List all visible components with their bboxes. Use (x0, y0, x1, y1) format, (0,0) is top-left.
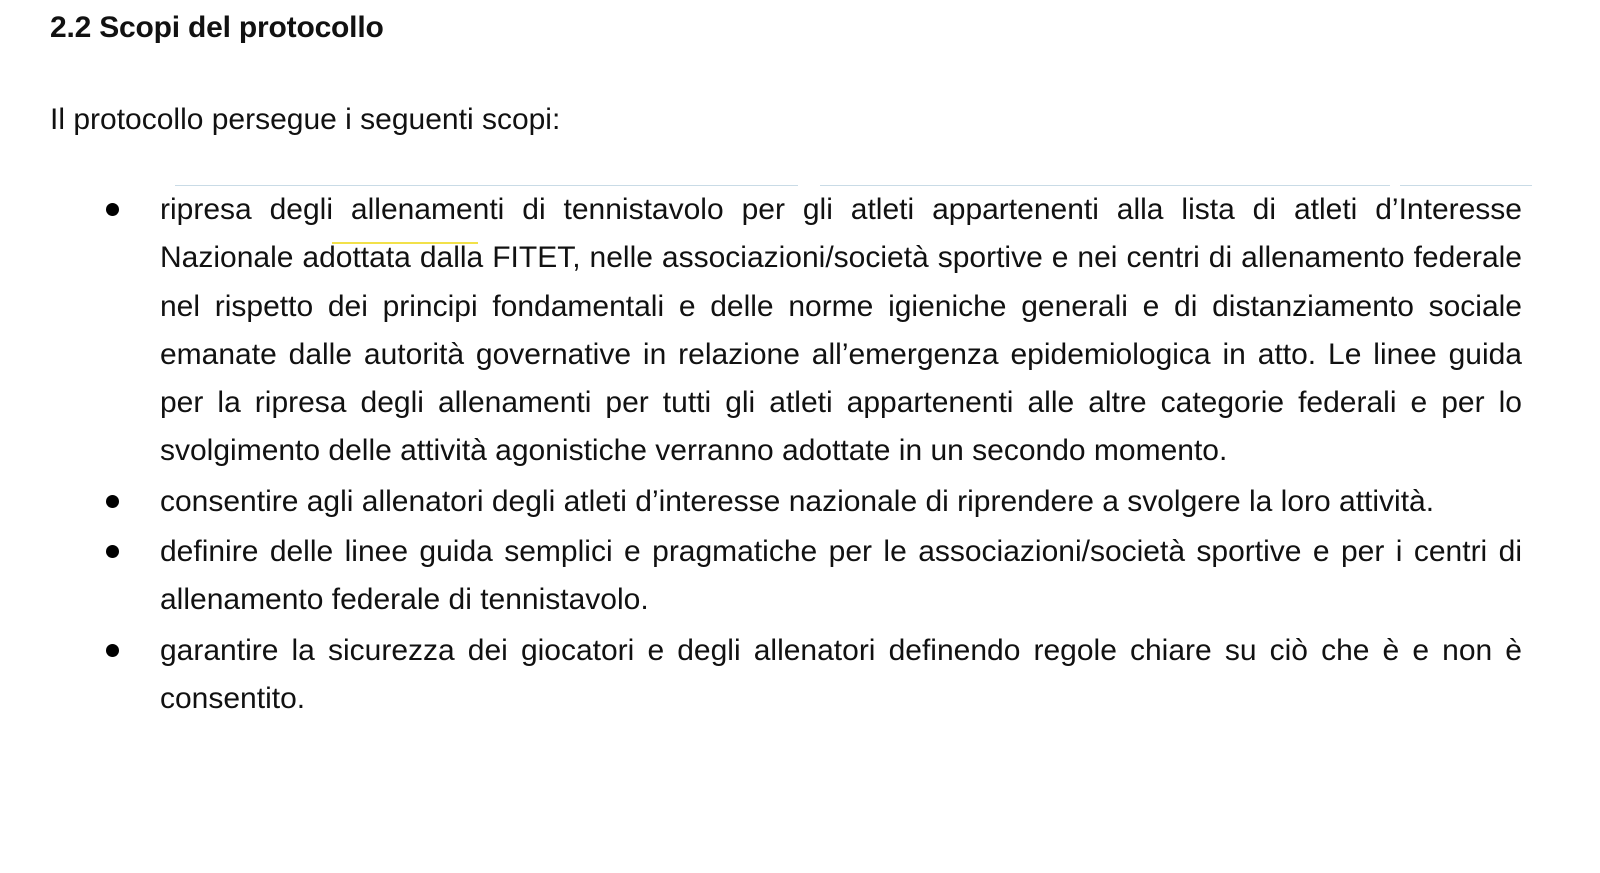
intro-paragraph: Il protocollo persegue i seguenti scopi: (50, 103, 561, 136)
section-title: 2.2 Scopi del protocollo (50, 11, 384, 44)
bullet-icon (106, 545, 119, 558)
goal-text: consentire agli allenatori degli atleti d’interesse nazionale di riprendere a svolgere la loro attività. (160, 484, 1435, 518)
bullet-icon (106, 495, 119, 508)
goal-text: ripresa degli allenamenti di tennistavolo per gli atleti appartenenti alla lista di atleti d’Interesse Nazionale adottata dalla FITET, nelle associazioni/società sportive e nei centri di allenamento federale nel rispetto dei principi fondamentali e delle norme igieniche generali e di distanziamento sociale emanate dalle autorità governative in relazione all’emergenza epidemiologica in atto. Le linee guida per la ripresa degli allenamenti per tutti gli atleti appartenenti alle altre categorie federali e per lo svolgimento delle attività agonistiche verranno adottate in un secondo momento. (160, 193, 1522, 468)
goal-item (160, 627, 1522, 724)
goal-text: definire delle linee guida semplici e pragmatiche per le associazioni/società sportive e per i centri di allenamento federale di tennistavolo. (160, 535, 1522, 617)
goals-list (160, 186, 1522, 725)
bullet-icon (106, 203, 119, 216)
goal-text: garantire la sicurezza dei giocatori e degli allenatori definendo regole chiare su ciò che è e non è consentito. (160, 633, 1522, 715)
bullet-icon (106, 644, 119, 657)
goal-item (160, 528, 1522, 625)
goal-item (160, 186, 1522, 476)
goal-item (160, 478, 1522, 526)
